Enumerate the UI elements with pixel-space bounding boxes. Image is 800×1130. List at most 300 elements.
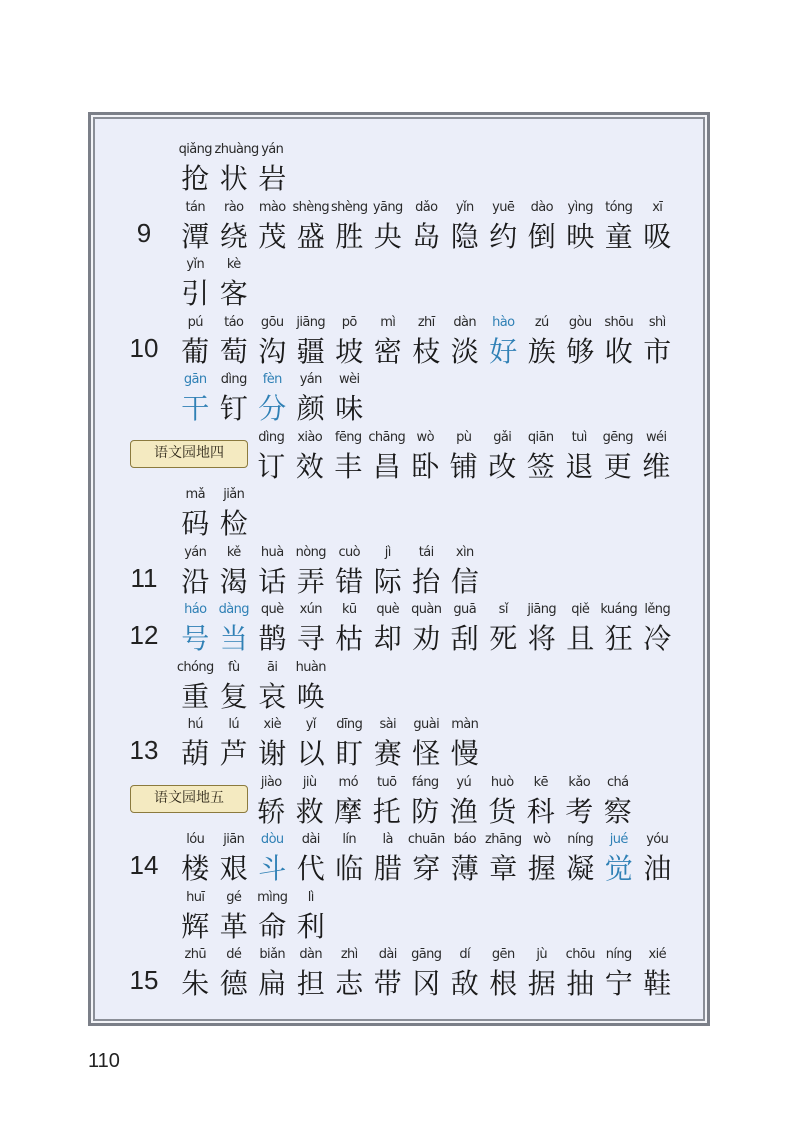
hanzi: 革 [219, 909, 248, 943]
pinyin: màn [451, 717, 479, 732]
pinyin: jué [609, 832, 628, 847]
pinyin: mó [338, 774, 358, 790]
character-cell [253, 888, 292, 946]
character-cell [369, 830, 408, 888]
pinyin: háo [184, 602, 207, 617]
character-cell [292, 715, 331, 773]
hanzi: 央 [373, 219, 402, 253]
hanzi: 辉 [181, 909, 210, 943]
pinyin: xié [648, 947, 666, 962]
hanzi: 抢 [181, 162, 210, 195]
hanzi: 号 [181, 622, 210, 655]
character-cell [176, 140, 215, 198]
character-cell [252, 428, 291, 486]
hanzi: 胜 [335, 219, 364, 253]
pinyin: yǐ [305, 717, 316, 732]
pinyin: dǎo [415, 199, 438, 215]
character-cell [446, 715, 485, 773]
character-cell [253, 313, 292, 371]
character-cell [368, 773, 407, 831]
pinyin: fēng [334, 429, 362, 445]
character-cell [638, 313, 677, 371]
character-cell [369, 198, 408, 256]
pinyin: zhuàng [214, 142, 259, 157]
pinyin: gǎi [493, 429, 512, 445]
pinyin: fáng [411, 774, 439, 790]
pinyin: yú [456, 774, 472, 790]
pinyin: tuì [571, 429, 587, 445]
pinyin: guā [453, 602, 477, 617]
pinyin: pù [456, 429, 472, 445]
pinyin: zhì [340, 947, 358, 962]
character-group [176, 255, 253, 313]
pinyin: jù [536, 947, 548, 962]
character-cell [176, 255, 215, 313]
pinyin: shōu [604, 314, 634, 330]
pinyin: lú [228, 717, 240, 732]
character-cell [445, 428, 484, 486]
hanzi: 干 [181, 392, 210, 425]
lesson-number: 15 [129, 965, 159, 995]
character-cell [330, 945, 369, 1003]
hanzi: 以 [296, 737, 325, 770]
hanzi: 葫 [181, 737, 210, 770]
pinyin: qiǎng [178, 142, 212, 157]
character-cell [215, 543, 254, 601]
hanzi: 约 [489, 219, 518, 253]
character-cell [253, 715, 292, 773]
hanzi: 市 [643, 334, 672, 368]
pinyin: shì [648, 314, 666, 330]
hanzi: 际 [373, 564, 402, 598]
character-cell [330, 715, 369, 773]
hanzi: 弄 [296, 564, 325, 598]
character-cell [561, 600, 600, 658]
character-cell [176, 658, 215, 716]
pinyin: qiě [571, 602, 590, 617]
pinyin: shèng [330, 199, 368, 215]
character-cell [637, 428, 676, 486]
pinyin: mǎ [185, 487, 205, 502]
character-cell [176, 888, 215, 946]
character-group [176, 658, 330, 716]
hanzi: 退 [565, 449, 594, 483]
character-cell [369, 313, 408, 371]
character-cell [253, 198, 292, 256]
hanzi: 扁 [258, 967, 287, 1000]
character-group [176, 313, 677, 371]
character-cell [253, 543, 292, 601]
character-cell [292, 658, 331, 716]
character-cell [292, 830, 331, 888]
hanzi: 哀 [258, 679, 287, 713]
hanzi: 轿 [257, 794, 286, 828]
character-cell [292, 543, 331, 601]
character-cell [292, 198, 331, 256]
character-cell [407, 945, 446, 1003]
character-cell [253, 658, 292, 716]
character-cell [176, 830, 215, 888]
pinyin: tán [185, 199, 205, 215]
pinyin: kè [226, 257, 241, 272]
pinyin: wèi [339, 372, 360, 387]
pinyin: tái [418, 544, 434, 560]
hanzi: 带 [373, 967, 402, 1000]
pinyin: huò [490, 774, 514, 790]
hanzi: 利 [296, 909, 325, 943]
pinyin: hào [492, 314, 515, 330]
character-cell [406, 773, 445, 831]
pinyin: xìn [455, 544, 474, 560]
pinyin: fù [227, 659, 240, 675]
character-cell [600, 945, 639, 1003]
character-cell [176, 370, 215, 428]
character-cell [446, 600, 485, 658]
pinyin: xún [299, 602, 322, 617]
hanzi: 敌 [450, 967, 479, 1000]
pinyin: mì [380, 314, 396, 330]
hanzi: 效 [295, 449, 324, 483]
hanzi: 科 [526, 794, 555, 828]
pinyin: gōu [260, 314, 284, 330]
character-cell [330, 600, 369, 658]
character-cell [215, 888, 254, 946]
hanzi: 盛 [296, 219, 325, 253]
character-cell [446, 945, 485, 1003]
hanzi: 楼 [181, 852, 210, 885]
character-cell [369, 543, 408, 601]
pinyin: níng [567, 832, 594, 847]
pinyin: lóu [186, 832, 205, 847]
character-group [176, 945, 677, 1003]
character-group [176, 715, 484, 773]
character-cell [292, 888, 331, 946]
character-cell [560, 773, 599, 831]
hanzi: 错 [335, 564, 364, 598]
hanzi: 谢 [258, 737, 287, 770]
character-cell [523, 830, 562, 888]
hanzi: 引 [181, 277, 210, 310]
character-cell [600, 600, 639, 658]
pinyin: kǎo [568, 774, 591, 790]
pinyin: kuáng [600, 602, 638, 617]
hanzi: 腊 [373, 852, 402, 885]
pinyin: pú [187, 314, 203, 330]
character-cell [176, 715, 215, 773]
pinyin: kě [226, 544, 241, 560]
hanzi: 枝 [412, 334, 441, 368]
hanzi: 代 [296, 852, 325, 885]
pinyin: quàn [411, 602, 442, 617]
character-cell [176, 485, 215, 543]
pinyin: hú [187, 717, 203, 732]
character-group [176, 485, 253, 543]
hanzi: 穿 [412, 852, 441, 885]
character-cell [407, 313, 446, 371]
character-cell [561, 830, 600, 888]
character-group [176, 830, 677, 888]
hanzi: 察 [603, 794, 632, 828]
hanzi: 且 [566, 622, 595, 655]
character-cell [446, 830, 485, 888]
hanzi: 枯 [335, 622, 364, 655]
character-cell [215, 370, 254, 428]
character-cell [523, 198, 562, 256]
character-cell [522, 428, 561, 486]
character-cell [407, 830, 446, 888]
hanzi: 慢 [450, 737, 479, 770]
character-group [176, 140, 292, 198]
hanzi: 复 [219, 679, 248, 713]
character-cell [483, 428, 522, 486]
character-group [176, 198, 677, 256]
pinyin: zhāng [484, 832, 522, 847]
character-cell [446, 543, 485, 601]
hanzi: 鹊 [258, 622, 287, 655]
character-cell [292, 370, 331, 428]
pinyin: chuān [407, 832, 445, 847]
character-cell [329, 428, 368, 486]
lesson-number: 13 [129, 735, 159, 765]
pinyin: yóu [646, 832, 669, 847]
pinyin: dìng [220, 372, 247, 387]
hanzi: 冈 [412, 967, 441, 1000]
hanzi: 潭 [181, 219, 210, 253]
pinyin: mào [258, 199, 286, 215]
hanzi: 唤 [296, 679, 325, 713]
hanzi: 宁 [604, 967, 633, 1000]
pinyin: zhū [184, 947, 206, 962]
character-cell [600, 313, 639, 371]
hanzi: 改 [488, 449, 517, 483]
character-cell [484, 198, 523, 256]
character-cell [215, 198, 254, 256]
hanzi: 考 [565, 794, 594, 828]
lesson-number: 14 [129, 850, 159, 880]
pinyin: sài [379, 717, 397, 732]
character-cell [176, 945, 215, 1003]
pinyin: lěng [644, 602, 671, 617]
hanzi: 隐 [450, 219, 479, 253]
hanzi: 颜 [296, 392, 325, 425]
character-cell [330, 198, 369, 256]
character-cell [483, 773, 522, 831]
character-cell [446, 313, 485, 371]
character-cell [484, 830, 523, 888]
pinyin: dàng [218, 602, 249, 617]
pinyin: dào [530, 199, 553, 215]
character-cell [599, 428, 638, 486]
character-cell [253, 140, 292, 198]
hanzi: 根 [489, 967, 518, 1000]
character-cell [176, 198, 215, 256]
pinyin: xiào [297, 429, 323, 445]
character-cell [638, 198, 677, 256]
pinyin: āi [267, 659, 278, 675]
hanzi: 茂 [258, 219, 287, 253]
hanzi: 疆 [296, 334, 325, 368]
pinyin: gé [226, 889, 242, 905]
character-cell [600, 198, 639, 256]
character-cell [484, 945, 523, 1003]
character-cell [560, 428, 599, 486]
character-cell [368, 428, 407, 486]
hanzi: 货 [488, 794, 517, 828]
pinyin: níng [605, 947, 632, 962]
character-cell [330, 543, 369, 601]
pinyin: yǐn [455, 199, 474, 215]
character-cell [445, 773, 484, 831]
hanzi: 绕 [219, 219, 248, 253]
hanzi: 寻 [296, 622, 325, 655]
pinyin: dài [301, 832, 320, 847]
hanzi: 淡 [450, 334, 479, 368]
hanzi: 订 [257, 449, 286, 483]
character-cell [292, 313, 331, 371]
character-group [252, 428, 676, 486]
hanzi: 卧 [411, 449, 440, 483]
pinyin: dìng [258, 429, 285, 445]
hanzi: 朱 [181, 967, 210, 1000]
pinyin: què [376, 602, 400, 617]
character-cell [523, 600, 562, 658]
character-group [176, 888, 330, 946]
character-cell [484, 600, 523, 658]
hanzi: 德 [219, 967, 248, 1000]
pinyin: yāng [372, 199, 403, 215]
character-cell [561, 198, 600, 256]
character-cell [406, 428, 445, 486]
character-cell [407, 543, 446, 601]
character-cell [407, 600, 446, 658]
hanzi: 重 [181, 679, 210, 713]
hanzi: 油 [643, 852, 672, 885]
pinyin: yán [261, 142, 284, 157]
character-cell [600, 830, 639, 888]
character-cell [176, 600, 215, 658]
pinyin: jiào [260, 774, 282, 790]
hanzi: 铺 [449, 449, 478, 483]
pinyin: huà [260, 544, 284, 560]
hanzi: 凝 [566, 852, 595, 885]
hanzi: 吸 [643, 219, 672, 253]
character-cell [369, 945, 408, 1003]
hanzi: 密 [373, 334, 402, 368]
character-group [176, 600, 677, 658]
hanzi: 当 [219, 622, 248, 655]
hanzi: 刮 [450, 622, 479, 655]
hanzi: 临 [335, 852, 364, 885]
character-cell [407, 715, 446, 773]
pinyin: jiāng [527, 602, 557, 617]
pinyin: chōu [565, 947, 595, 962]
character-cell [253, 370, 292, 428]
hanzi: 赛 [373, 737, 402, 770]
hanzi: 客 [219, 277, 248, 310]
character-cell [599, 773, 638, 831]
hanzi: 沟 [258, 334, 287, 368]
hanzi: 够 [566, 334, 595, 368]
pinyin: xī [652, 199, 663, 215]
pinyin: rào [224, 199, 244, 215]
hanzi: 志 [335, 967, 364, 1000]
hanzi: 岩 [258, 162, 287, 195]
pinyin: lì [307, 889, 314, 905]
character-cell [292, 600, 331, 658]
character-cell [484, 313, 523, 371]
pinyin: tóng [605, 199, 633, 215]
pinyin: yǐn [186, 257, 205, 272]
pinyin: chóng [176, 659, 214, 675]
pinyin: zhī [417, 314, 435, 330]
pinyin: dīng [336, 717, 363, 732]
pinyin: jiǎn [223, 487, 245, 502]
hanzi: 摩 [334, 794, 363, 828]
page-number: 110 [88, 1050, 120, 1072]
hanzi: 握 [527, 852, 556, 885]
pinyin: wéi [646, 429, 667, 445]
pinyin: gēng [602, 429, 633, 445]
character-cell [291, 428, 330, 486]
character-cell [253, 830, 292, 888]
pinyin: yán [184, 544, 207, 560]
pinyin: kē [533, 774, 548, 790]
pinyin: fèn [262, 372, 282, 387]
hanzi: 味 [335, 392, 364, 425]
hanzi: 信 [450, 564, 479, 598]
character-cell [330, 370, 369, 428]
hanzi: 救 [295, 794, 324, 828]
pinyin: táo [224, 314, 244, 330]
character-cell [523, 945, 562, 1003]
character-cell [638, 945, 677, 1003]
hanzi: 芦 [219, 737, 248, 770]
pinyin: guài [413, 717, 440, 732]
pinyin: shèng [292, 199, 329, 215]
character-cell [369, 715, 408, 773]
character-cell [561, 313, 600, 371]
lesson-number: 12 [129, 620, 159, 650]
character-cell [253, 600, 292, 658]
pinyin: biǎn [259, 947, 286, 962]
character-cell [252, 773, 291, 831]
character-cell [215, 658, 254, 716]
character-cell [291, 773, 330, 831]
pinyin: dé [226, 947, 242, 962]
character-cell [215, 600, 254, 658]
character-cell [638, 600, 677, 658]
character-cell [638, 830, 677, 888]
hanzi: 薄 [450, 852, 479, 885]
pinyin: báo [453, 832, 476, 847]
pinyin: huī [186, 889, 205, 905]
pinyin: chāng [368, 429, 406, 445]
hanzi: 葡 [181, 334, 210, 368]
pinyin: dí [459, 947, 471, 962]
character-group [176, 370, 369, 428]
pinyin: gòu [568, 314, 592, 330]
hanzi: 怪 [412, 737, 441, 770]
character-cell [407, 198, 446, 256]
pinyin: dài [378, 947, 397, 962]
hanzi: 倒 [527, 219, 556, 253]
pinyin: jiāng [296, 314, 326, 330]
hanzi: 死 [489, 622, 518, 655]
character-cell [329, 773, 368, 831]
hanzi: 渴 [219, 564, 248, 598]
hanzi: 将 [527, 622, 556, 655]
hanzi: 岛 [412, 219, 441, 253]
